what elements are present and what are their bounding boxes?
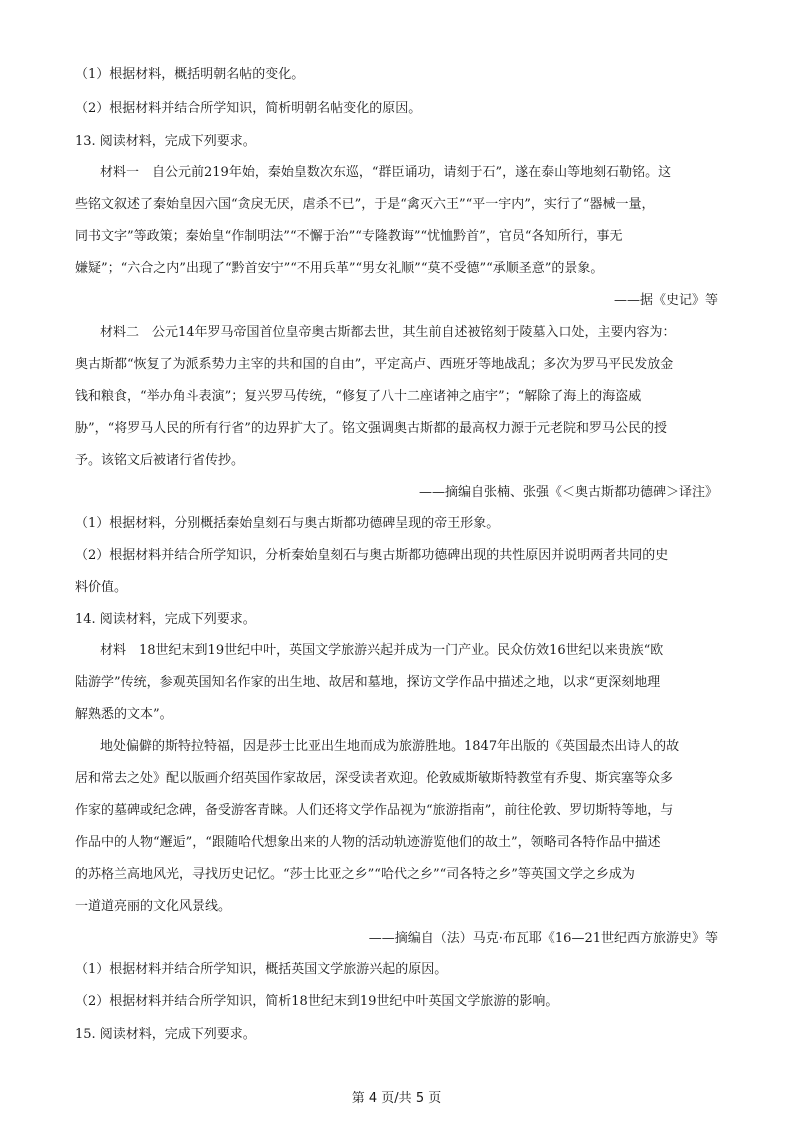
q13-sub1: （1）根据材料，分别概括秦始皇刻石与奥古斯都功德碑呈现的帝王形象。 [75,516,500,531]
q12-sub2: （2）根据材料并结合所学知识，简析明朝名帖变化的原因。 [75,101,422,116]
page-number: 第 4 页/共 5 页 [351,1091,442,1106]
q13-material1-line: 嫌疑”；“六合之内”出现了“黔首安宁”“不用兵革”“男女礼顺”“莫不受德”“承顺圣意”的景象。 [75,261,604,276]
q13-material1-line: 材料一 自公元前219年始，秦始皇数次东巡，“群臣诵功，请刻于石”，遂在泰山等地刻石勒铭。这 [100,165,672,180]
q13-material1-line: 同书文字”等政策；秦始皇“作制明法”“不懈于治”“专隆教诲”“忧恤黔首”，官员“各知所行，事无 [75,229,623,244]
q13-material1-source: ——据《史记》等 [613,293,718,308]
q15-title: 15. 阅读材料，完成下列要求。 [75,1027,256,1042]
q14-material-p2-line: 作家的墓碑或纪念碑，备受游客青睐。人们还将文学作品视为“旅游指南”，前往伦敦、罗切斯特等地，与 [75,803,674,818]
q13-material2-line: 予。该铭文后被诸行省传抄。 [75,453,245,468]
q13-sub2-cont: 料价值。 [75,580,128,595]
q14-material-source: ——摘编自（法）马克·布瓦耶《16—21世纪西方旅游史》等 [368,931,718,946]
q14-title: 14. 阅读材料，完成下列要求。 [75,612,256,627]
q14-material-line: 材料 18世纪末到19世纪中叶，英国文学旅游兴起并成为一门产业。民众仿效16世纪以来贵族“欧 [100,643,664,658]
q13-material2-line: 材料二 公元14年罗马帝国首位皇帝奥古斯都去世，其生前自述被铭刻于陵墓入口处，主要内容为： [100,325,676,340]
q13-material2-line: 钱和粮食，“举办角斗表演”；复兴罗马传统，“修复了八十二座诸神之庙宇”；“解除了海上的海盗威 [75,389,642,404]
q14-material-p2-line: 居和常去之处》配以版画介绍英国作家故居，深受读者欢迎。伦敦威斯敏斯特教堂有乔叟、斯宾塞等众多 [75,771,674,786]
q14-material-p2-line: 一道道亮丽的文化风景线。 [75,899,232,914]
q13-material2-line: 奥古斯都“恢复了为派系势力主宰的共和国的自由”，平定高卢、西班牙等地战乱；多次为罗马平民发放金 [75,357,674,372]
q13-title: 13. 阅读材料，完成下列要求。 [75,134,256,149]
q14-material-p2-line: 地处偏僻的斯特拉特福，因是莎士比亚出生地而成为旅游胜地。1847年出版的《英国最杰出诗人的故 [100,739,680,754]
q14-material-p2-line: 作品中的人物“邂逅”，“跟随哈代想象出来的人物的活动轨迹游览他们的故土”，领略司各特作品中描述 [75,835,661,850]
q13-material2-source: ——摘编自张楠、张强《＜奥古斯都功德碑＞译注》 [418,485,718,500]
q12-sub1: （1）根据材料，概括明朝名帖的变化。 [75,67,305,82]
q14-material-line: 解熟悉的文本”。 [75,707,173,722]
q14-material-line: 陆游学”传统，参观英国知名作家的出生地、故居和墓地，探访文学作品中描述之地，以求“更深刻地理 [75,675,661,690]
q14-sub1: （1）根据材料并结合所学知识，概括英国文学旅游兴起的原因。 [75,962,448,977]
q13-material2-line: 胁”，“将罗马人民的所有行省”的边界扩大了。铭文强调奥古斯都的最高权力源于元老院和罗马公民的授 [75,421,667,436]
q14-sub2: （2）根据材料并结合所学知识，简析18世纪末到19世纪中叶英国文学旅游的影响。 [75,994,559,1009]
q14-material-p2-line: 的苏格兰高地风光，寻找历史记忆。“莎士比亚之乡”“哈代之乡”“司各特之乡”等英国文学之乡成为 [75,867,635,882]
q13-material1-line: 些铭文叙述了秦始皇因六国“贪戾无厌，虐杀不已”，于是“禽灭六王”“平一宇内”，实行了“器械一量， [75,197,655,212]
q13-sub2: （2）根据材料并结合所学知识，分析秦始皇刻石与奥古斯都功德碑出现的共性原因并说明两者共同的史 [75,548,669,563]
